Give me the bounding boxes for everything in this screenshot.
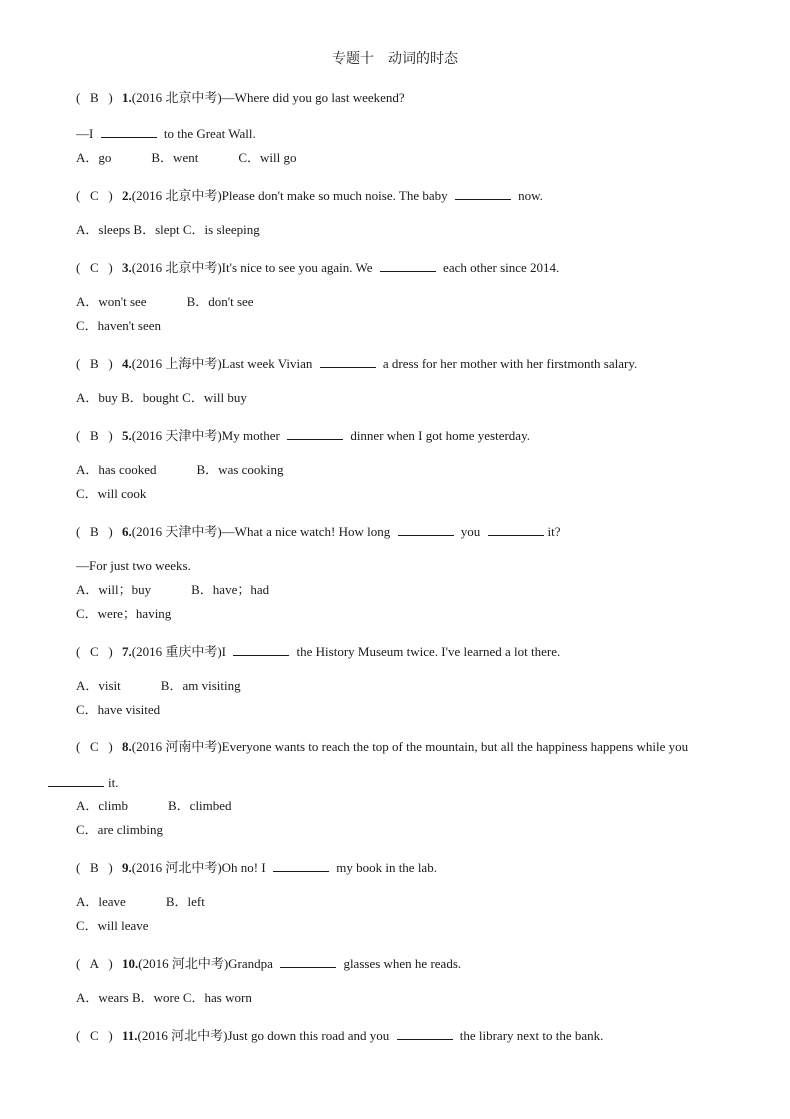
question-1-reply: —I to the Great Wall. [76,126,256,141]
page-title: 专题十 动词的时态 [332,52,458,67]
question-3: ( C ) 3.(2016 北京中考)It's nice to see you again. We each other since 2014. [76,260,560,275]
answer-blank [320,355,376,368]
question-11: ( C ) 11.(2016 河北中考)Just go down this road and you the library next to the bank. [76,1028,604,1043]
answer-blank [101,125,157,138]
options-2: A．sleeps B．slept C．is sleeping [76,222,260,237]
answer-1: B [90,90,99,105]
options-10: A．wears B．wore C．has worn [76,990,252,1005]
options-5b: C．will cook [76,486,147,501]
options-8b: C．are climbing [76,822,164,837]
question-9: ( B ) 9.(2016 河北中考)Oh no! I my book in the lab. [76,860,437,875]
answer-blank [280,955,336,968]
question-5: ( B ) 5.(2016 天津中考)My mother dinner when I got home yesterday. [76,428,530,443]
answer-blank [287,427,343,440]
question-2: ( C ) 2.(2016 北京中考)Please don't make so much noise. The baby now. [76,188,543,203]
options-6: A．will；buy B．have；had [76,582,270,597]
answer-blank [48,774,104,787]
question-8: ( C ) 8.(2016 河南中考)Everyone wants to reach the top of the mountain, but all the happiness happens while you [76,739,689,754]
question-7: ( C ) 7.(2016 重庆中考)I the History Museum twice. I've learned a lot there. [76,644,561,659]
answer-blank [380,259,436,272]
answer-blank [233,643,289,656]
answer-blank [397,1027,453,1040]
options-4: A．buy B．bought C．will buy [76,390,247,405]
answer-blank [398,523,454,536]
question-1: ( B ) 1.(2016 北京中考)—Where did you go last weekend? [76,90,405,105]
options-3: A．won't see B．don't see [76,294,254,309]
question-8-cont: it. [48,774,118,791]
question-4: ( B ) 4.(2016 上海中考)Last week Vivian a dress for her mother with her firstmonth salary. [76,356,638,371]
answer-blank [455,187,511,200]
options-1: A．go B．went C．will go [76,150,297,165]
answer-blank [488,523,544,536]
answer-blank [273,859,329,872]
question-6: ( B ) 6.(2016 天津中考)—What a nice watch! How long you it? [76,524,561,539]
options-3b: C．haven't seen [76,318,162,333]
question-6-reply: —For just two weeks. [76,558,191,573]
options-9b: C．will leave [76,918,149,933]
options-8: A．climb B．climbed [76,798,232,813]
options-7: A．visit B．am visiting [76,678,241,693]
options-7b: C．have visited [76,702,161,717]
options-9: A．leave B．left [76,894,205,909]
question-10: ( A ) 10.(2016 河北中考)Grandpa glasses when he reads. [76,956,462,971]
options-6b: C．were；having [76,606,172,621]
options-5: A．has cooked B．was cooking [76,462,284,477]
